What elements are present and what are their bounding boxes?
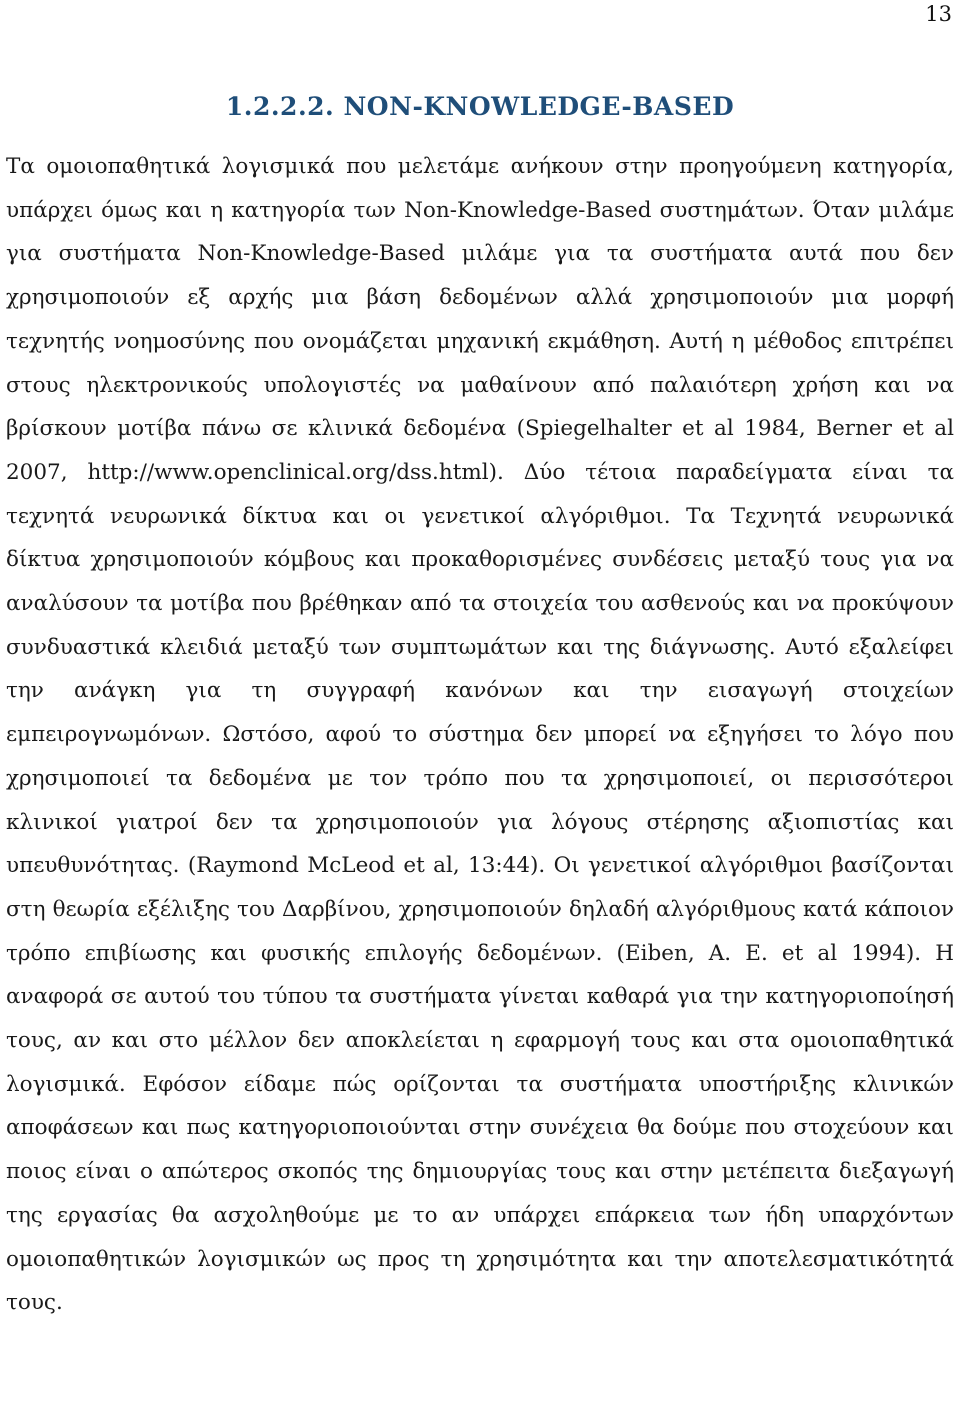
- section-heading: 1.2.2.2. NON-KNOWLEDGE-BASED: [225, 92, 735, 121]
- page-number: 13: [925, 2, 952, 26]
- body-paragraph: Τα ομοιοπαθητικά λογισμικά που μελετάμε ανήκουν στην προηγούμενη κατηγορία, υπάρχει όμως και η κατηγορία των Non-Knowledge-Based συστημάτων. Όταν μιλάμε για συστήματα Non-Knowledge-Based μιλάμε για τα συστήματα αυτά που δεν χρησιμοποιούν εξ αρχής μια βάση δεδομένων αλλά χρησιμοποιούν μια μορφή τεχνητής νοημοσύνης που ονομάζεται μηχανική εκμάθηση. Αυτή η μέθοδος επιτρέπει στους ηλεκτρονικούς υπολογιστές να μαθαίνουν από παλαιότερη χρήση και να βρίσκουν μοτίβα πάνω σε κλινικά δεδομένα (Spiegelhalter et al 1984, Berner et al 2007, http://www.openclinical.org/dss.html). Δύο τέτοια παραδείγματα είναι τα τεχνητά νευρωνικά δίκτυα και οι γενετικοί αλγόριθμοι. Τα Τεχνητά νευρωνικά δίκτυα χρησιμοποιούν κόμβους και προκαθορισμένες συνδέσεις μεταξύ τους για να αναλύσουν τα μοτίβα που βρέθηκαν από τα στοιχεία του ασθενούς και να προκύψουν συνδυαστικά κλειδιά μεταξύ των συμπτωμάτων και της διάγνωσης. Αυτό εξαλείφει την ανάγκη για τη συγγραφή κανόνων και την εισαγωγή στοιχείων εμπειρογνωμόνων. Ωστόσο, αφού το σύστημα δεν μπορεί να εξηγήσει το λόγο που χρησιμοποιεί τα δεδομένα με τον τρόπο που τα χρησιμοποιεί, οι περισσότεροι κλινικοί γιατροί δεν τα χρησιμοποιούν για λόγους στέρησης αξιοπιστίας και υπευθυνότητας. (Raymond McLeod et al, 13:44). Οι γενετικοί αλγόριθμοι βασίζονται στη θεωρία εξέλιξης του Δαρβίνου, χρησιμοποιούν δηλαδή αλγόριθμους κατά κάποιον τρόπο επιβίωσης και φυσικής επιλογής δεδομένων. (Eiben, A. E. et al 1994). Η αναφορά σε αυτού του τύπου τα συστήματα γίνεται καθαρά για την κατηγοριοποίησή τους, αν και στο μέλλον δεν αποκλείεται η εφαρμογή τους και στα ομοιοπαθητικά λογισμικά. Εφόσον είδαμε πώς ορίζονται τα συστήματα υποστήριξης κλινικών αποφάσεων και πως κατηγοριοποιούνται στην συνέχεια θα δούμε που στοχεύουν και ποιος είναι ο απώτερος σκοπός της δημιουργίας τους και στην μετέπειτα διεξαγωγή της εργασίας θα ασχοληθούμε με το αν υπάρχει επάρκεια των ήδη υπαρχόντων ομοιοπαθητικών λογισμικών ως προς τη χρησιμότητα και την αποτελεσματικότητά τους.: [6, 154, 954, 1316]
